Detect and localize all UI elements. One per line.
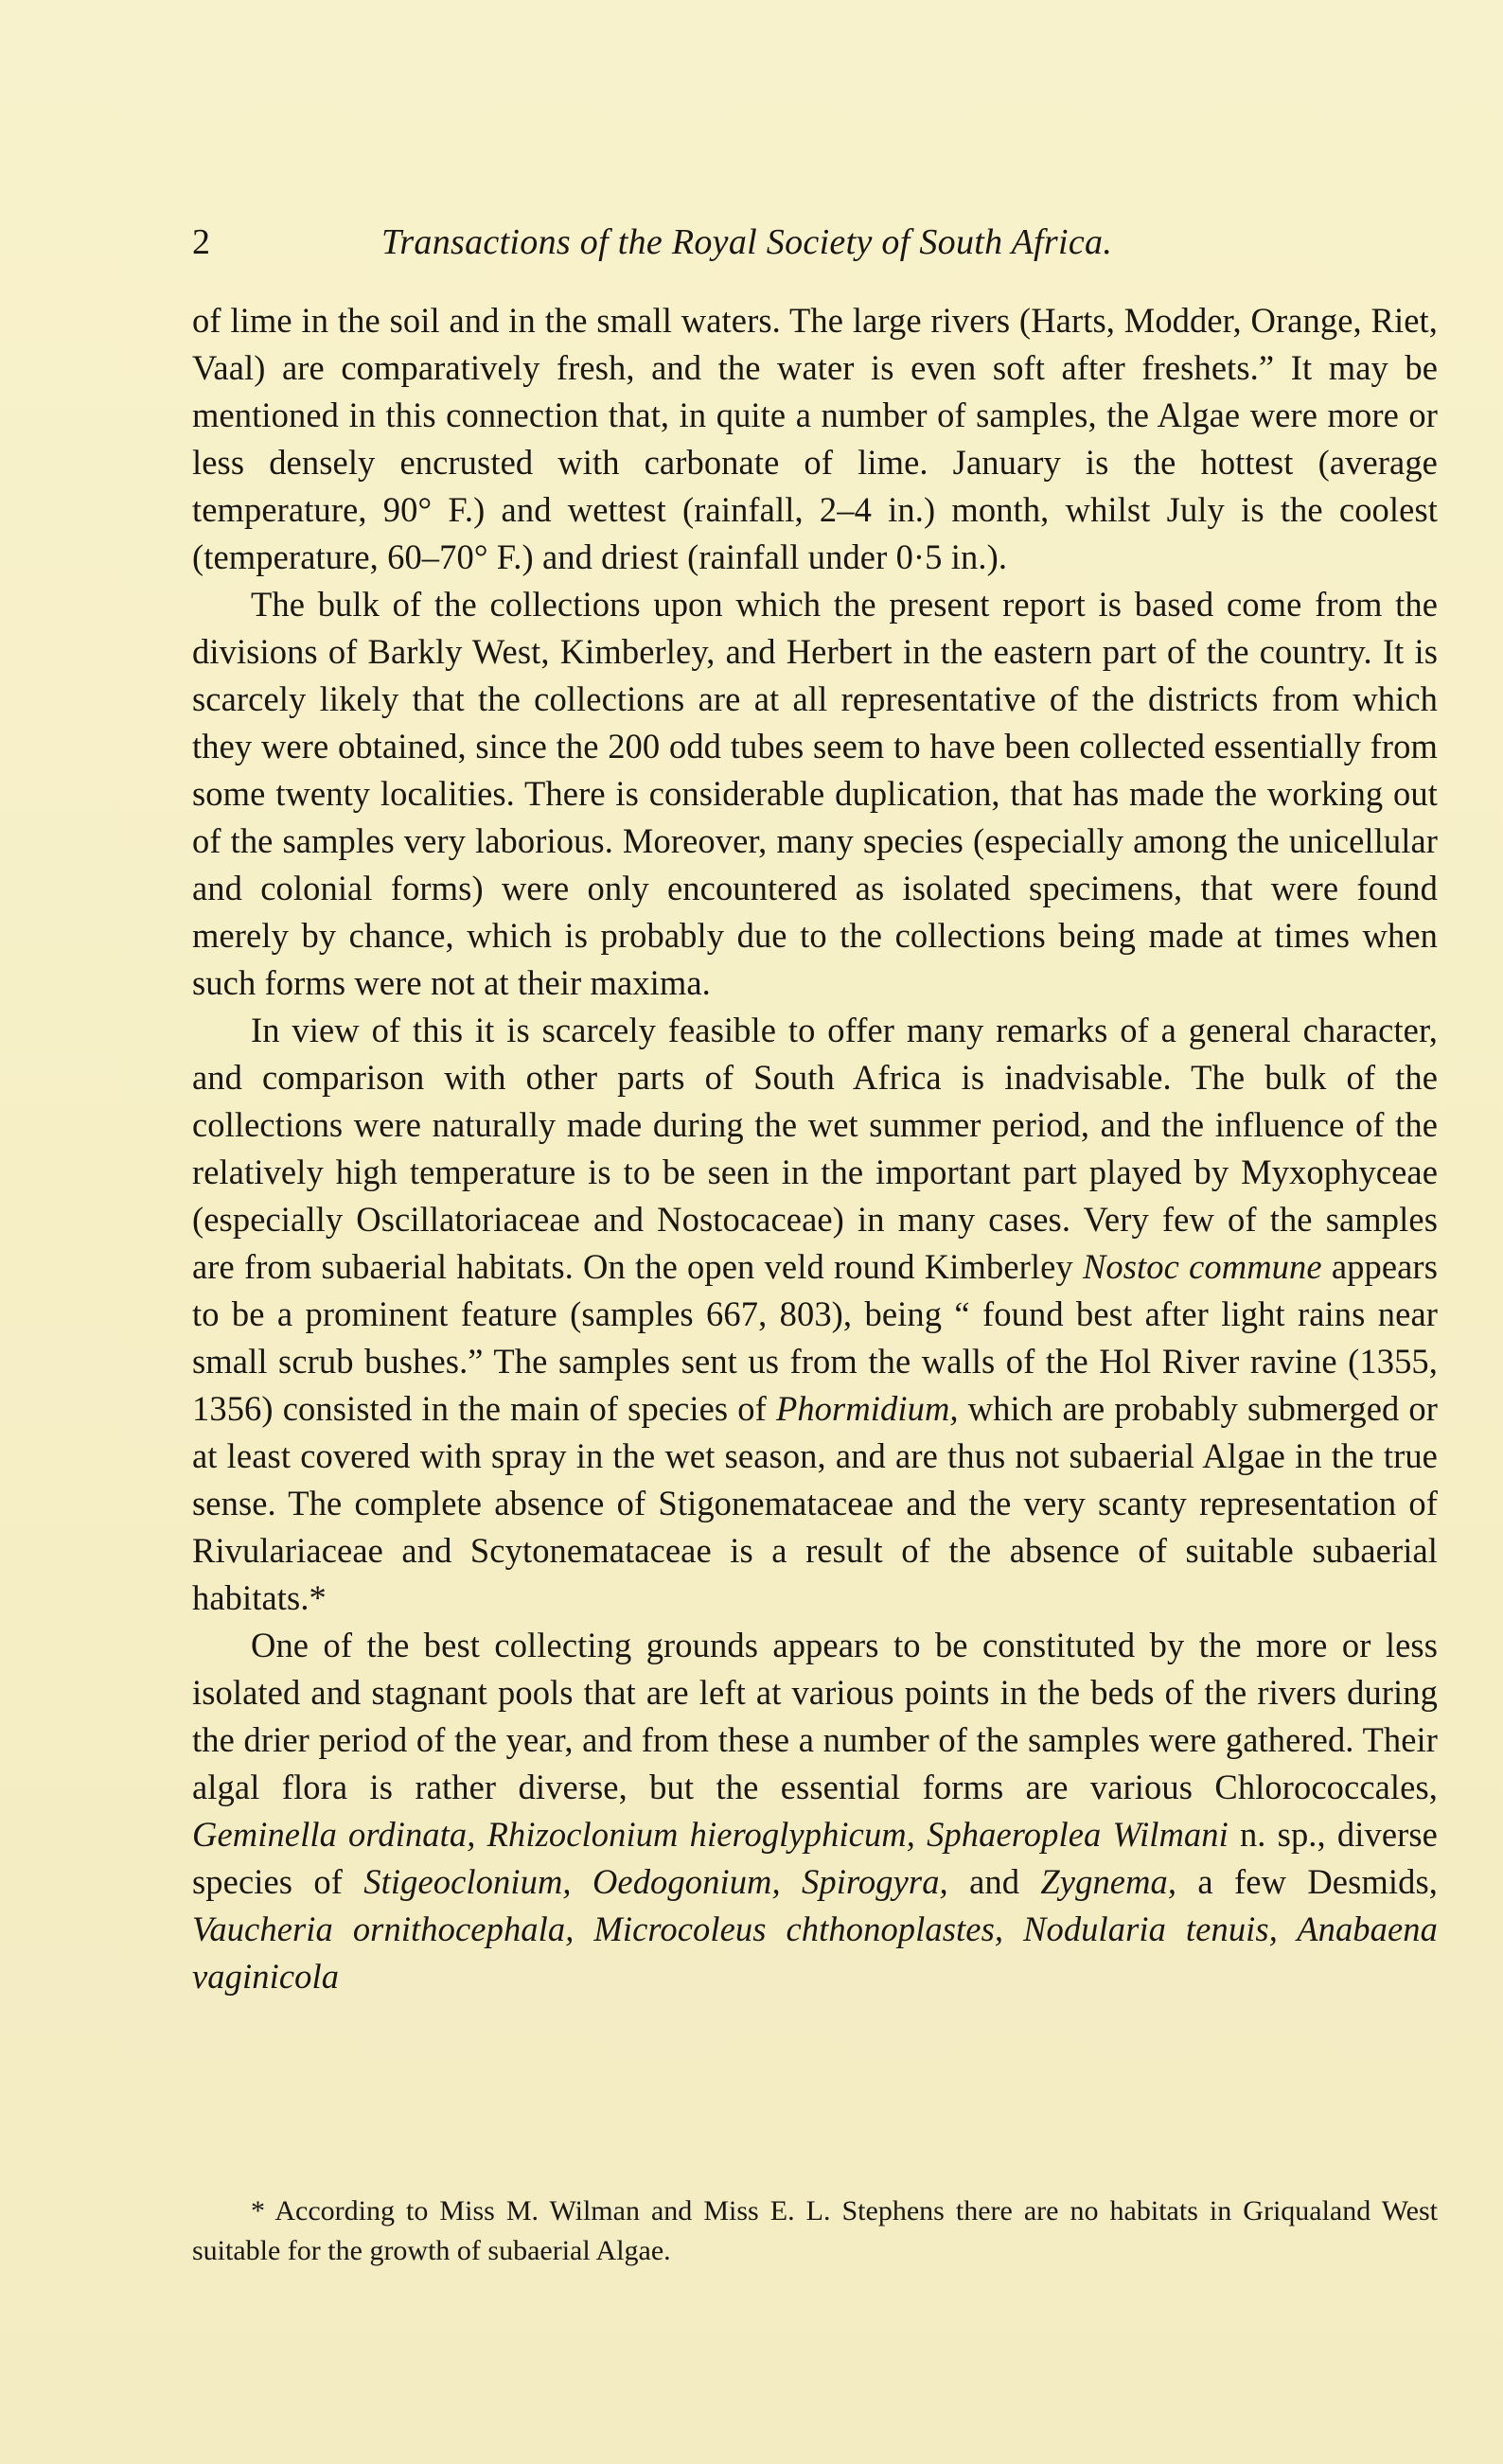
text-run: In view of this it is scarcely feasible to offer many remarks of a general character, and comparison with other parts of South Africa is inadvisable. The bulk of the collections were naturally made during the wet summer period, and the influence of the relatively high temperature is to be seen in the important part played by Myxophyceae (especially Oscillatoriaceae and Nostocaceae) in many cases. Very few of the samples are from subaerial habitats. On the open veld round Kimberley: [192, 1011, 1438, 1286]
text-run: and: [947, 1862, 1041, 1901]
species-name: Geminella ordinata, Rhizoclonium hieroglyphicum, Sphaeroplea Wilmani: [192, 1815, 1229, 1854]
text-run: a few Desmids,: [1176, 1862, 1439, 1901]
page-number: 2: [192, 222, 210, 262]
paragraph-4: [192, 1622, 1438, 2000]
text-run: which are probably submerged or at least covered with spray in the wet season, and are thus not subaerial Algae in the true sense. The complete absence of Stigonemataceae and the very scanty representation of Rivulariaceae and Scytonemataceae is a result of the absence of suitable subaerial habitats.*: [192, 1389, 1438, 1617]
species-name: Phormidium,: [775, 1389, 959, 1428]
species-name: Nostoc commune: [1082, 1247, 1322, 1286]
body-text: [192, 297, 1438, 2000]
species-name: Zygnema,: [1040, 1862, 1177, 1901]
footnote-text: * According to Miss M. Wilman and Miss E. L. Stephens there are no habitats in Griqualand West suitable for the growth of subaerial Algae.: [192, 2195, 1438, 2266]
text-run: One of the best collecting grounds appears to be constituted by the more or less isolated and stagnant pools that are left at various points in the beds of the rivers during the drier period of the year, and from these a number of the samples were gathered. Their algal flora is rather diverse, but the essential forms are various Chlorococcales,: [192, 1626, 1438, 1806]
species-name: Stigeoclonium, Oedogonium, Spirogyra,: [363, 1862, 948, 1901]
species-name: Vaucheria ornithocephala, Microcoleus chthonoplastes, Nodularia tenuis, Anabaena vaginicola: [192, 1910, 1438, 1996]
paragraph-2: The bulk of the collections upon which the present report is based come from the divisions of Barkly West, Kimberley, and Herbert in the eastern part of the country. It is scarcely likely that the collections are at all representative of the districts from which they were obtained, since the 200 odd tubes seem to have been collected essentially from some twenty localities. There is considerable duplication, that has made the working out of the samples very laborious. Moreover, many species (especially among the unicellular and colonial forms) were only encountered as isolated specimens, that were found merely by chance, which is probably due to the collections being made at times when such forms were not at their maxima.: [192, 585, 1438, 1002]
running-title: Transactions of the Royal Society of South Africa.: [381, 222, 1113, 262]
page-header: [192, 214, 1443, 271]
text-run: n. sp., diverse species of: [192, 1815, 1438, 1901]
footnote: [192, 2191, 1438, 2271]
paragraph-3: [192, 1007, 1438, 1622]
text-run: appears to be a prominent feature (samples 667, 803), being “ found best after light rains near small scrub bushes.” The samples sent us from the walls of the Hol River ravine (1355, 1356) consisted in the main of species of: [192, 1247, 1438, 1428]
paragraph-1: of lime in the soil and in the small waters. The large rivers (Harts, Modder, Orange, Riet, Vaal) are comparatively fresh, and the water is even soft after freshets.” It may be mentioned in this connection that, in quite a number of samples, the Algae were more or less densely encrusted with carbonate of lime. January is the hottest (average temperature, 90° F.) and wettest (rainfall, 2–4 in.) month, whilst July is the coolest (temperature, 60–70° F.) and driest (rainfall under 0·5 in.).: [192, 301, 1438, 576]
